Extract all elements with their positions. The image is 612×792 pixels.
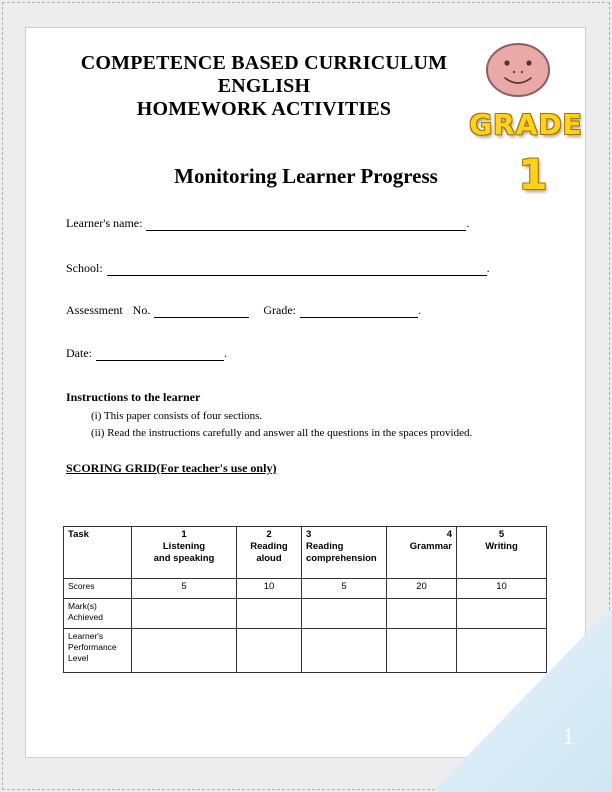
assessment-label: Assessment xyxy=(66,303,123,317)
assessment-no-blank xyxy=(154,305,249,318)
task-header-cell: Task xyxy=(64,527,132,579)
empty-cell xyxy=(132,599,237,629)
date-blank xyxy=(96,348,224,361)
period: . xyxy=(486,261,490,275)
column-label: Listening xyxy=(162,541,206,552)
column-header-listening xyxy=(132,527,237,579)
instructions-block xyxy=(66,389,472,442)
column-header-reading-aloud xyxy=(237,527,302,579)
table-row-marks-achieved xyxy=(64,599,547,629)
column-label: comprehension xyxy=(306,553,377,564)
document-page xyxy=(25,27,586,758)
period: . xyxy=(224,346,227,360)
column-number: 1 xyxy=(181,529,187,540)
empty-cell xyxy=(132,629,237,673)
subtitle: Monitoring Learner Progress xyxy=(174,164,438,188)
score-cell: 5 xyxy=(132,579,237,599)
learner-name-label: Learner's name: xyxy=(66,216,143,230)
score-cell: 10 xyxy=(237,579,302,599)
column-number: 4 xyxy=(446,529,452,540)
column-label: Reading xyxy=(250,541,288,552)
empty-cell xyxy=(302,629,387,673)
school-blank xyxy=(107,263,487,276)
column-number: 3 xyxy=(306,529,312,540)
empty-cell xyxy=(237,599,302,629)
column-label: Reading xyxy=(306,541,344,552)
assessment-no-label: No. xyxy=(132,303,151,317)
score-cell: 5 xyxy=(302,579,387,599)
column-label: Grammar xyxy=(409,541,452,552)
school-label: School: xyxy=(66,261,103,275)
document-title xyxy=(38,52,490,121)
table-row-scores xyxy=(64,579,547,599)
title-line-3: HOMEWORK ACTIVITIES xyxy=(136,98,392,120)
instruction-item-2: (ii) Read the instructions carefully and answer all the questions in the spaces provided. xyxy=(91,427,473,439)
grade-label: GRADE xyxy=(469,108,583,141)
column-header-writing xyxy=(457,527,547,579)
learner-name-blank xyxy=(146,218,466,231)
score-cell: 20 xyxy=(387,579,457,599)
row-label: Mark(s) Achieved xyxy=(64,599,132,629)
period: . xyxy=(418,303,421,317)
instructions-heading: Instructions to the learner xyxy=(66,390,201,404)
smiley-face-icon xyxy=(484,41,552,99)
title-line-1: COMPETENCE BASED CURRICULUM xyxy=(80,52,448,74)
page-number: 1 xyxy=(562,724,574,749)
empty-cell xyxy=(457,599,547,629)
period: . xyxy=(466,216,470,230)
title-line-2: ENGLISH xyxy=(217,75,311,97)
column-label: aloud xyxy=(256,553,282,564)
date-line xyxy=(66,346,227,361)
column-number: 5 xyxy=(498,529,505,540)
column-header-grammar xyxy=(387,527,457,579)
empty-cell xyxy=(387,629,457,673)
empty-cell xyxy=(457,629,547,673)
column-label: and speaking xyxy=(153,553,215,564)
empty-cell xyxy=(387,599,457,629)
grade-blank xyxy=(300,305,418,318)
score-cell: 10 xyxy=(457,579,547,599)
empty-cell xyxy=(237,629,302,673)
empty-cell xyxy=(302,599,387,629)
scoring-grid-heading: SCORING GRID(For teacher's use only) xyxy=(66,461,277,475)
scoring-grid-table xyxy=(63,526,547,673)
date-label: Date: xyxy=(66,346,92,360)
table-row-performance-level xyxy=(64,629,547,673)
grade-number: 1 xyxy=(518,150,548,199)
learner-name-line xyxy=(66,216,469,231)
smiley-face-svg xyxy=(484,41,552,99)
assessment-grade-line xyxy=(66,303,421,318)
row-label: Scores xyxy=(64,579,132,599)
school-line xyxy=(66,261,490,276)
column-number: 2 xyxy=(266,529,272,540)
column-header-reading-comprehension xyxy=(302,527,387,579)
column-label: Writing xyxy=(485,541,518,552)
table-header-row xyxy=(64,527,547,579)
row-label: Learner's Performance Level xyxy=(64,629,132,673)
grade-field-label: Grade: xyxy=(263,303,296,317)
instruction-item-1: (i) This paper consists of four sections. xyxy=(91,410,263,422)
